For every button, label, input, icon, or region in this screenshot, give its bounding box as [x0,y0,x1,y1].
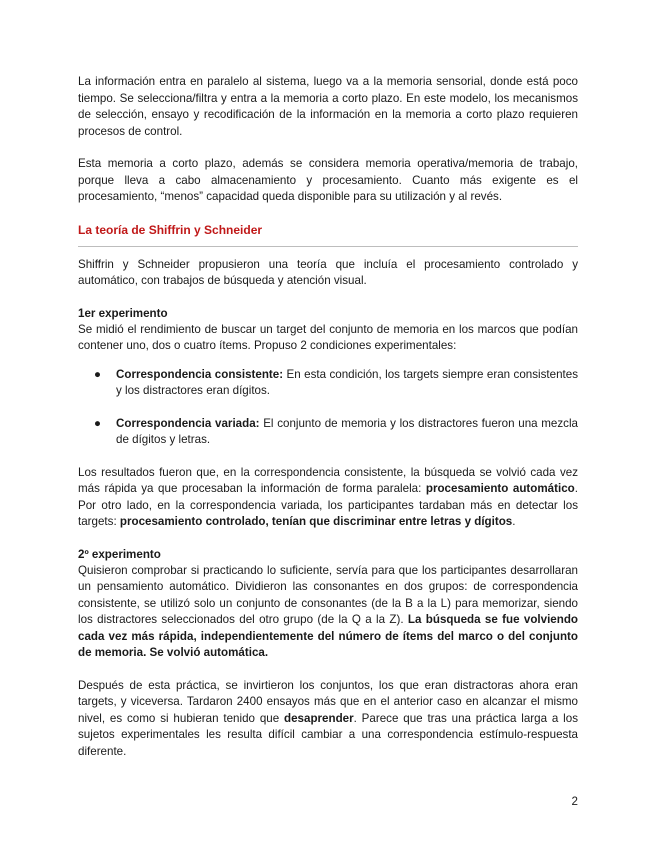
experiment-2-heading: 2º experimento [78,547,161,561]
list-item-text: En esta condición, los targets siempre eran consistentes y los distractores eran dígitos. [116,367,579,397]
results-emphasis: procesamiento controlado, tenían que discriminar entre letras y dígitos [119,515,513,528]
results-text: . Por otro lado, en la correspondencia variada, los participantes tardaban más en detectar los targets: [78,482,578,528]
experiment-1-heading: 1er experimento [78,306,168,320]
list-item [78,367,578,400]
experiment-2-emphasis: La búsqueda se fue volviendo cada vez más rápida, independientemente del número de ítems del marco o del conjunto de memoria. Se volvió automática. [78,613,578,659]
bullet-icon: ● [94,416,102,430]
experiment-2-text [78,563,578,662]
followup-text: . Parece que tras una práctica larga a los sujetos experimentales les resulta difícil cambiar a una correspondencia estímulo-respuesta diferente. [78,711,578,758]
list-item [78,416,578,449]
section-intro: Shiffrin y Schneider propusieron una teoría que incluía el procesamiento controlado y automático, con trabajos de búsqueda y atención visual. [78,257,578,287]
intro-paragraph-1: La información entra en paralelo al sistema, luego va a la memoria sensorial, donde está poco tiempo. Se selecciona/filtra y entra a la memoria a corto plazo. En este modelo, los mecanismos de selección, ensayo y recodificación de la información en la memoria a corto plazo requieren procesos de control. [78,75,578,138]
section-heading: La teoría de Shiffrin y Schneider [78,222,263,237]
experiment-2-followup [78,678,578,761]
section-divider [78,246,578,247]
results-text: . [512,515,516,528]
list-item-term: Correspondencia consistente: [116,367,284,381]
followup-emphasis: desaprender [284,711,354,725]
document-body [78,74,578,760]
experiment-2-body: Quisieron comprobar si practicando lo suficiente, servía para que los participantes desarrollaran un pensamiento automático. Dividieron las consonantes en dos grupos: de correspondencia consistente, se utilizó solo un conjunto de consonantes (de la B a la L) para memorizar, siendo los distractores seleccionados del otro grupo (de la Q a la Z). [78,563,578,626]
results-text: Los resultados fueron que, en la correspondencia consistente, la búsqueda se volvió cada vez más rápida ya que procesaban la información de forma paralela: [78,465,578,495]
experiment-1-text: Se midió el rendimiento de buscar un target del conjunto de memoria en los marcos que podían contener uno, dos o cuatro ítems. Propuso 2 condiciones experimentales: [78,322,578,352]
followup-text: Después de esta práctica, se invirtieron los conjuntos, los que eran distractoras ahora eran targets, y viceversa. Tardaron 2400 ensayos más que en el anterior caso en alcanzar el mismo nivel, es como si hubieran tenido que [78,678,578,725]
results-emphasis: procesamiento automático [425,482,575,495]
list-item-text: El conjunto de memoria y los distractores fueron una mezcla de dígitos y letras. [116,416,578,446]
list-item-term: Correspondencia variada: [116,416,260,430]
conditions-list [78,367,578,449]
bullet-icon: ● [94,367,102,381]
experiment-1-results [78,465,578,531]
intro-paragraph-2: Esta memoria a corto plazo, además se considera memoria operativa/memoria de trabajo, porque lleva a cabo almacenamiento y procesamiento. Cuanto más exigente es el procesamiento, “menos” capacidad queda disponible para su utilización y al revés. [78,157,578,203]
page-number: 2 [571,795,578,808]
